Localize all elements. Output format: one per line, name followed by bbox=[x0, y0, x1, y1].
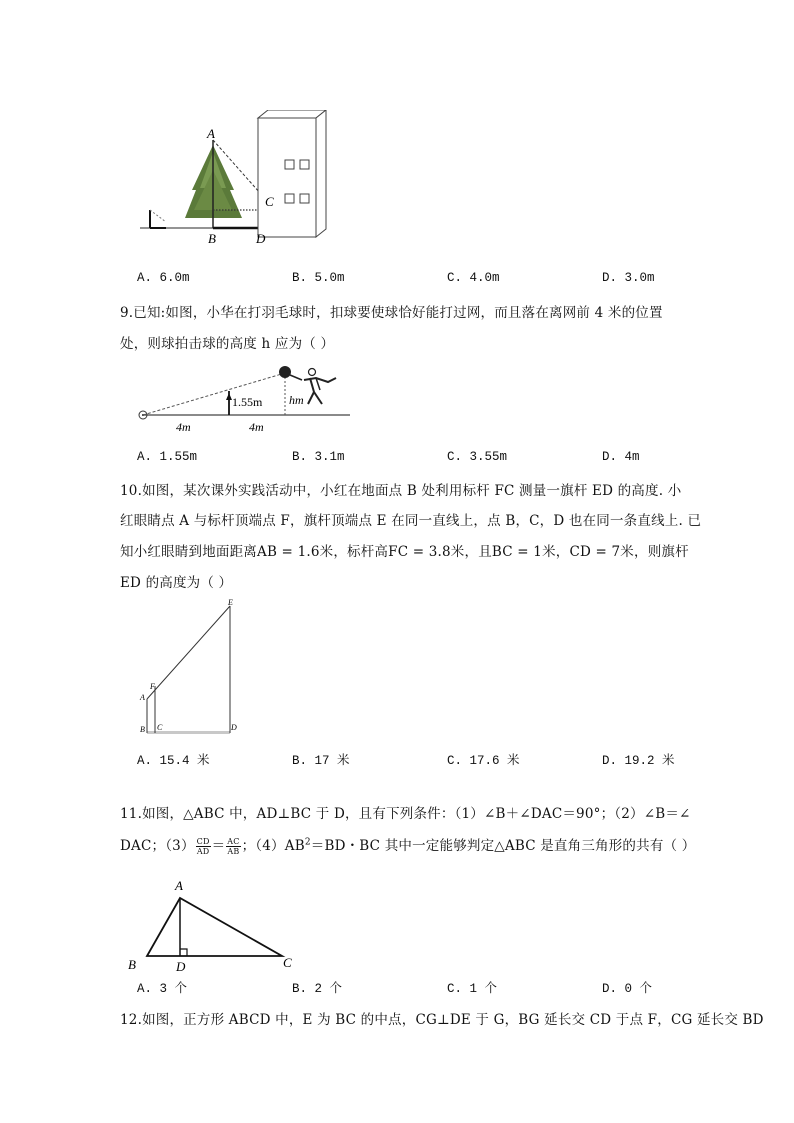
q11-option-c[interactable]: C. 1 个 bbox=[447, 982, 498, 996]
badminton-player-icon bbox=[279, 366, 336, 404]
label-c: C bbox=[265, 194, 274, 209]
q9-option-d[interactable]: D. 4m bbox=[602, 450, 640, 464]
tree-icon bbox=[185, 140, 242, 228]
q11-option-a[interactable]: A. 3 个 bbox=[137, 982, 188, 996]
q11-eq: ＝ bbox=[211, 838, 226, 854]
q10-text-line2: 红眼睛点 A 与标杆顶端点 F，旗杆顶端点 E 在同一直线上，点 B，C，D 也在同一条直线上. 已 bbox=[120, 513, 702, 529]
q8-option-d[interactable]: D. 3.0m bbox=[602, 271, 655, 285]
building-icon bbox=[258, 110, 326, 237]
label-d: D bbox=[176, 959, 186, 974]
q9-option-a[interactable]: A. 1.55m bbox=[137, 450, 198, 464]
label-c: C bbox=[283, 955, 292, 970]
q9-option-b[interactable]: B. 3.1m bbox=[292, 450, 345, 464]
label-b: B bbox=[128, 957, 136, 972]
q9-figure bbox=[132, 360, 362, 436]
q11-option-b[interactable]: B. 2 个 bbox=[292, 982, 343, 996]
q10-figure bbox=[132, 596, 252, 740]
q8-option-a[interactable]: A. 6.0m bbox=[137, 271, 190, 285]
q11-text-line2 bbox=[120, 834, 695, 856]
h-label: hm bbox=[289, 393, 304, 407]
label-c: C bbox=[157, 723, 163, 732]
fraction-cd-ad: $\frac{CD}{AD}$ bbox=[196, 837, 210, 856]
label-a: A bbox=[175, 878, 183, 893]
q11-line2-b: ；（4）AB bbox=[241, 838, 305, 854]
q11-option-d[interactable]: D. 0 个 bbox=[602, 982, 653, 996]
q9-text-line1: 9.已知:如图，小华在打羽毛球时，扣球要使球恰好能打过网，而且落在离网前 4 米的位置 bbox=[120, 305, 663, 321]
q11-line2-a: DAC；（3） bbox=[120, 838, 195, 854]
q10-option-a[interactable]: A. 15.4 米 bbox=[137, 754, 210, 768]
q8-option-b[interactable]: B. 5.0m bbox=[292, 271, 345, 285]
q11-figure bbox=[122, 872, 312, 976]
label-d: D bbox=[231, 723, 237, 732]
q11-text-line1: 11.如图，△ABC 中，AD⊥BC 于 D，且有下列条件：（1）∠B＋∠DAC＝90°；（2）∠B＝∠ bbox=[120, 806, 691, 822]
q8-figure bbox=[130, 110, 340, 250]
q12-text-line1: 12.如图，正方形 ABCD 中，E 为 BC 的中点，CG⊥DE 于 G，BG 延长交 CD 于点 F，CG 延长交 BD bbox=[120, 1012, 764, 1028]
q10-text-line4: ED 的高度为（ ） bbox=[120, 575, 233, 591]
dist-label-1: 4m bbox=[176, 420, 191, 434]
label-f: F bbox=[150, 682, 155, 691]
label-a: A bbox=[207, 126, 215, 141]
label-a: A bbox=[140, 693, 145, 702]
q10-option-d[interactable]: D. 19.2 米 bbox=[602, 754, 675, 768]
q10-text-line1: 10.如图，某次课外实践活动中，小红在地面点 B 处利用标杆 FC 测量一旗杆 ED 的高度. 小 bbox=[120, 483, 682, 499]
fraction-ac-ab: $\frac{AC}{AB}$ bbox=[227, 837, 240, 856]
label-e: E bbox=[228, 598, 233, 607]
q10-option-c[interactable]: C. 17.6 米 bbox=[447, 754, 520, 768]
q10-text-line3: 知小红眼睛到地面距离AB = 1.6米，标杆高FC = 3.8米，且BC = 1米，CD = 7米，则旗杆 bbox=[120, 544, 689, 560]
q11-sup: 2 bbox=[304, 837, 311, 848]
net-height-label: 1.55m bbox=[232, 395, 263, 409]
label-b: B bbox=[208, 231, 216, 246]
q9-text-line2: 处，则球拍击球的高度 h 应为（ ） bbox=[120, 336, 335, 352]
q9-option-c[interactable]: C. 3.55m bbox=[447, 450, 508, 464]
label-b: B bbox=[140, 725, 145, 734]
q10-option-b[interactable]: B. 17 米 bbox=[292, 754, 350, 768]
label-d: D bbox=[256, 231, 266, 246]
q11-line2-c: ＝BD・BC 其中一定能够判定△ABC 是直角三角形的共有（ ） bbox=[310, 838, 696, 854]
q8-option-c[interactable]: C. 4.0m bbox=[447, 271, 500, 285]
dist-label-2: 4m bbox=[249, 420, 264, 434]
